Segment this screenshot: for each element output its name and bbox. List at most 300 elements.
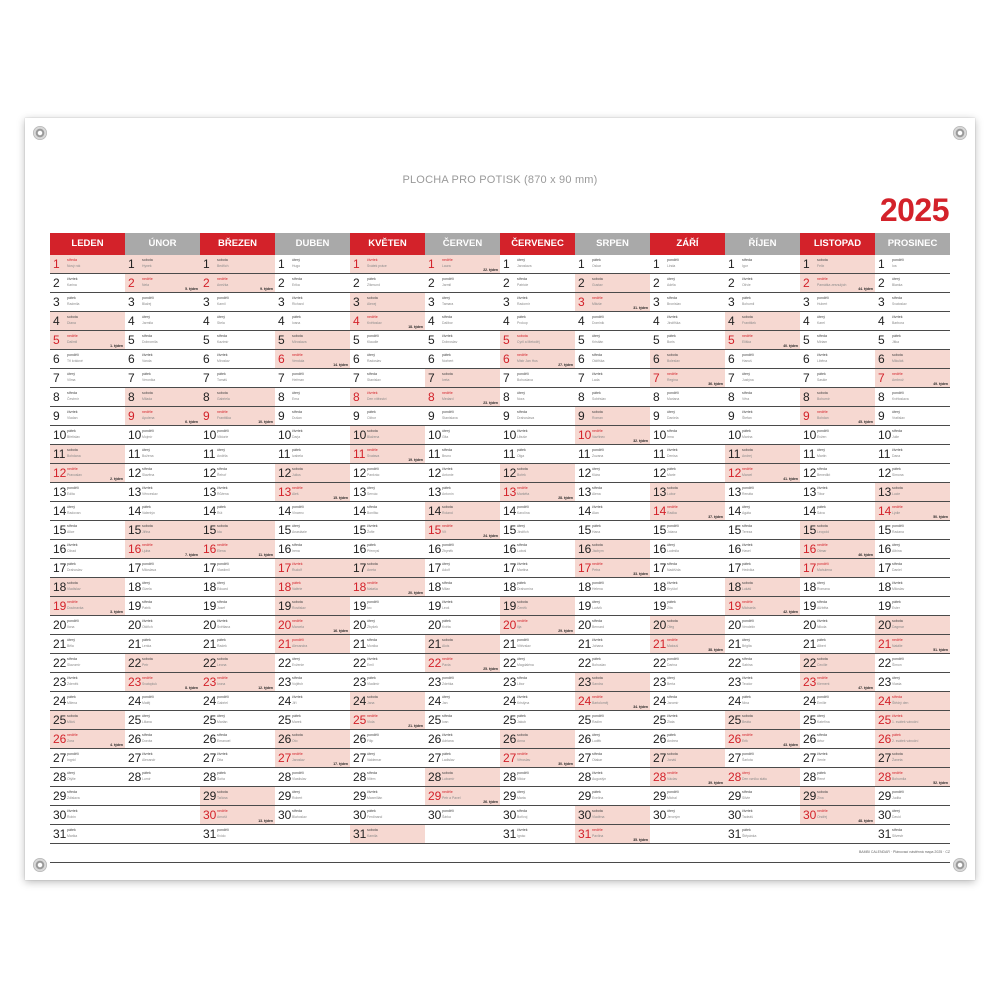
weekday-label: pátek (742, 429, 751, 433)
weekday-label: sobota (667, 353, 678, 357)
day-cell (875, 616, 950, 634)
day-number: 21 (503, 637, 517, 651)
weekday-label: sobota (592, 410, 603, 414)
day-cell (125, 483, 200, 501)
day-cell (50, 407, 125, 425)
day-number: 4 (803, 314, 810, 328)
name-day-label: Slavěna (142, 473, 155, 477)
day-number: 25 (353, 713, 367, 727)
weekday-label: neděle (892, 771, 903, 775)
weekday-label: pátek (742, 562, 751, 566)
name-day-label: Radek (217, 644, 227, 648)
day-number: 6 (803, 352, 810, 366)
name-day-label: Dušan (292, 416, 302, 420)
name-day-label: Gabriela (217, 397, 230, 401)
month-header: KVĚTEN (350, 233, 425, 255)
name-day-label: Zikmund (367, 283, 381, 287)
name-day-label: Jaroslava (517, 264, 532, 268)
week-number: 23. týden (483, 401, 498, 405)
weekday-label: čtvrtek (217, 752, 228, 756)
name-day-label: Dominik (592, 321, 605, 325)
day-cell (875, 445, 950, 463)
name-day-label: Lýdie (892, 511, 901, 515)
day-cell (50, 464, 125, 482)
day-cell (425, 407, 500, 425)
day-number: 8 (653, 390, 660, 404)
year-title: 2025 (879, 192, 949, 228)
day-number: 22 (803, 656, 817, 670)
weekday-label: sobota (142, 258, 153, 262)
day-cell (350, 692, 425, 710)
weekday-label: pondělí (442, 410, 454, 414)
day-cell (50, 540, 125, 558)
weekday-label: neděle (367, 714, 378, 718)
name-day-label: Karina (67, 283, 77, 287)
day-cell (650, 730, 725, 748)
weekday-label: pondělí (142, 296, 154, 300)
weekday-label: čtvrtek (667, 315, 678, 319)
day-cell (875, 426, 950, 444)
name-day-label: Cyril a Metoděj (517, 340, 540, 344)
name-day-label: Mikuláš (892, 359, 904, 363)
day-cell (275, 521, 350, 539)
week-number: 21. týden (408, 724, 423, 728)
day-number: 17 (128, 561, 142, 575)
day-cell (50, 483, 125, 501)
name-day-label: Norbert (442, 359, 454, 363)
week-number: 32. týden (633, 439, 648, 443)
day-cell (650, 635, 725, 653)
day-number: 27 (728, 751, 742, 765)
weekday-label: středa (592, 619, 602, 623)
name-day-label: Olga (517, 454, 525, 458)
weekday-label: neděle (442, 790, 453, 794)
month-header: LEDEN (50, 233, 125, 255)
day-cell (275, 445, 350, 463)
day-number: 4 (878, 314, 885, 328)
weekday-label: neděle (667, 505, 678, 509)
weekday-label: neděle (217, 543, 228, 547)
weekday-label: pondělí (217, 828, 229, 832)
day-number: 9 (53, 409, 60, 423)
weekday-label: středa (742, 524, 752, 528)
day-number: 5 (53, 333, 60, 347)
name-day-label: Servác (367, 492, 378, 496)
day-cell (50, 635, 125, 653)
weekday-label: pátek (292, 581, 301, 585)
day-number: 13 (428, 485, 442, 499)
day-number: 10 (878, 428, 892, 442)
day-number: 13 (353, 485, 367, 499)
day-cell (800, 521, 875, 539)
day-number: 15 (53, 523, 67, 537)
day-cell (125, 255, 200, 273)
name-day-label: Dana (892, 454, 901, 458)
day-number: 26 (878, 732, 892, 746)
weekday-label: sobota (592, 809, 603, 813)
weekday-label: pátek (67, 695, 76, 699)
day-cell (800, 407, 875, 425)
weekday-label: sobota (892, 353, 903, 357)
day-cell (125, 616, 200, 634)
name-day-label: Milan (442, 587, 451, 591)
weekday-label: neděle (442, 391, 453, 395)
day-number: 9 (128, 409, 135, 423)
name-day-label: Diana (67, 321, 76, 325)
day-number: 16 (428, 542, 442, 556)
day-cell (50, 426, 125, 444)
day-cell (275, 749, 350, 767)
weekday-label: neděle (742, 334, 753, 338)
day-number: 12 (803, 466, 817, 480)
weekday-label: neděle (142, 410, 153, 414)
day-number: 20 (353, 618, 367, 632)
weekday-label: čtvrtek (67, 410, 78, 414)
weekday-label: pondělí (892, 391, 904, 395)
day-number: 29 (878, 789, 892, 803)
day-number: 4 (128, 314, 135, 328)
day-number: 19 (578, 599, 592, 613)
weekday-label: středa (892, 296, 902, 300)
name-day-label: Denisa (667, 454, 678, 458)
weekday-label: čtvrtek (142, 353, 153, 357)
day-number: 21 (203, 637, 217, 651)
weekday-label: čtvrtek (667, 448, 678, 452)
day-cell (350, 369, 425, 387)
weekday-label: pondělí (67, 619, 79, 623)
name-day-label: Saskie (817, 378, 828, 382)
day-cell (200, 692, 275, 710)
day-cell (875, 540, 950, 558)
weekday-label: čtvrtek (892, 448, 903, 452)
day-number: 24 (728, 694, 742, 708)
day-number: 17 (203, 561, 217, 575)
day-number: 21 (728, 637, 742, 651)
month-header: ŘÍJEN (725, 233, 800, 255)
name-day-label: Adéla (667, 283, 676, 287)
row-divider (50, 862, 950, 863)
name-day-label: Miroslav (217, 359, 230, 363)
name-day-label: Roland (442, 511, 453, 515)
day-number: 28 (128, 770, 142, 784)
day-cell (425, 806, 500, 824)
name-day-label: Radovan (67, 511, 81, 515)
name-day-label: Antonie (442, 473, 454, 477)
weekday-label: pondělí (217, 695, 229, 699)
weekday-label: neděle (442, 524, 453, 528)
day-number: 15 (653, 523, 667, 537)
day-number: 20 (203, 618, 217, 632)
day-number: 7 (878, 371, 885, 385)
name-day-label: Valentýn (142, 511, 155, 515)
day-cell (500, 274, 575, 292)
day-number: 4 (428, 314, 435, 328)
day-cell (725, 787, 800, 805)
name-day-label: Jáchym (592, 549, 604, 553)
weekday-label: sobota (442, 771, 453, 775)
weekday-label: sobota (892, 619, 903, 623)
weekday-label: čtvrtek (742, 676, 753, 680)
weekday-label: úterý (892, 277, 900, 281)
name-day-label: Vincenc (292, 511, 305, 515)
weekday-label: čtvrtek (67, 277, 78, 281)
name-day-label: Regína (667, 378, 678, 382)
weekday-label: sobota (442, 638, 453, 642)
name-day-label: Marika (67, 834, 78, 838)
day-cell (800, 578, 875, 596)
name-day-label: Vladimír (367, 682, 380, 686)
day-cell (125, 369, 200, 387)
weekday-label: středa (517, 543, 527, 547)
weekday-label: pátek (667, 733, 676, 737)
name-day-label: Judita (892, 796, 902, 800)
week-number: 42. týden (783, 610, 798, 614)
name-day-label: Slavomír (67, 663, 81, 667)
weekday-label: středa (442, 448, 452, 452)
day-cell (125, 578, 200, 596)
day-cell (725, 654, 800, 672)
day-cell (875, 331, 950, 349)
weekday-label: čtvrtek (67, 676, 78, 680)
day-number: 13 (878, 485, 892, 499)
day-number: 24 (878, 694, 892, 708)
day-number: 22 (278, 656, 292, 670)
day-number: 30 (578, 808, 592, 822)
weekday-label: středa (517, 410, 527, 414)
day-number: 23 (503, 675, 517, 689)
day-cell (725, 616, 800, 634)
day-number: 16 (653, 542, 667, 556)
name-day-label: Erika (292, 283, 300, 287)
name-day-label: Radmila (67, 302, 80, 306)
weekday-label: čtvrtek (592, 505, 603, 509)
weekday-label: úterý (817, 315, 825, 319)
day-number: 8 (353, 390, 360, 404)
day-cell (650, 616, 725, 634)
weekday-label: pondělí (517, 505, 529, 509)
day-cell (875, 521, 950, 539)
name-day-label: Miroslava (292, 340, 307, 344)
day-number: 28 (653, 770, 667, 784)
day-number: 23 (353, 675, 367, 689)
weekday-label: středa (142, 600, 152, 604)
day-cell (425, 730, 500, 748)
weekday-label: úterý (517, 391, 525, 395)
day-cell (275, 692, 350, 710)
weekday-label: sobota (217, 657, 228, 661)
day-cell (500, 806, 575, 824)
day-cell (50, 293, 125, 311)
weekday-label: pondělí (367, 733, 379, 737)
day-number: 2 (878, 276, 885, 290)
day-number: 5 (878, 333, 885, 347)
day-number: 21 (353, 637, 367, 651)
day-number: 19 (803, 599, 817, 613)
day-cell (875, 312, 950, 330)
name-day-label: Oldřich (142, 625, 153, 629)
day-number: 26 (428, 732, 442, 746)
name-day-label: Zuzana (592, 454, 604, 458)
day-number: 20 (578, 618, 592, 632)
name-day-label: Soběslav (592, 397, 606, 401)
day-number: 22 (353, 656, 367, 670)
day-cell (575, 293, 650, 311)
day-cell (650, 654, 725, 672)
weekday-label: úterý (742, 771, 750, 775)
day-cell (200, 673, 275, 691)
day-cell (875, 711, 950, 729)
day-number: 26 (278, 732, 292, 746)
day-cell (575, 825, 650, 843)
week-number: 44. týden (858, 287, 873, 291)
day-number: 4 (728, 314, 735, 328)
day-cell (425, 597, 500, 615)
day-number: 29 (803, 789, 817, 803)
day-number: 11 (728, 447, 741, 461)
day-cell (575, 331, 650, 349)
weekday-label: neděle (667, 372, 678, 376)
weekday-label: pátek (442, 353, 451, 357)
name-day-label: Pravoslav (67, 473, 82, 477)
name-day-label: Lubomír (442, 777, 455, 781)
name-day-label: Vojtěch (292, 682, 304, 686)
name-day-label: Daniela (667, 416, 679, 420)
day-cell (425, 255, 500, 273)
day-cell (350, 711, 425, 729)
name-day-label: Prokop (517, 321, 528, 325)
day-number: 22 (428, 656, 442, 670)
weekday-label: středa (142, 334, 152, 338)
day-cell (500, 255, 575, 273)
day-number: 27 (428, 751, 442, 765)
day-number: 28 (503, 770, 517, 784)
name-day-label: Artur (817, 739, 825, 743)
day-cell (725, 597, 800, 615)
day-number: 11 (278, 447, 291, 461)
name-day-label: Izabela (292, 454, 303, 458)
day-number: 27 (353, 751, 367, 765)
name-day-label: Jindřich (517, 530, 529, 534)
name-day-label: Radana (892, 530, 904, 534)
weekday-label: pondělí (442, 809, 454, 813)
day-number: 25 (728, 713, 742, 727)
weekday-label: čtvrtek (517, 562, 528, 566)
weekday-label: úterý (892, 676, 900, 680)
day-cell (650, 464, 725, 482)
name-day-label: Barbora (892, 321, 905, 325)
weekday-label: pondělí (817, 562, 829, 566)
name-day-label: Aleš (292, 492, 299, 496)
name-day-label: Klára (592, 473, 600, 477)
day-number: 9 (578, 409, 585, 423)
weekday-label: pátek (742, 695, 751, 699)
day-number: 24 (353, 694, 367, 708)
weekday-label: pondělí (67, 486, 79, 490)
day-number: 27 (503, 751, 517, 765)
day-cell (875, 578, 950, 596)
weekday-label: čtvrtek (742, 410, 753, 414)
day-number: 8 (803, 390, 810, 404)
name-day-label: Albert (817, 644, 826, 648)
name-day-label: Bohdan (817, 416, 829, 420)
name-day-label: Valdemar (367, 758, 382, 762)
day-cell (350, 483, 425, 501)
week-number: 51. týden (933, 648, 948, 652)
name-day-label: Kristýna (517, 701, 530, 705)
day-number: 20 (128, 618, 142, 632)
day-number: 27 (578, 751, 592, 765)
month-header: LISTOPAD (800, 233, 875, 255)
name-day-label: Čeněk (517, 606, 527, 610)
day-cell (125, 293, 200, 311)
day-cell (800, 369, 875, 387)
name-day-label: Nataša (367, 587, 378, 591)
weekday-label: pondělí (817, 695, 829, 699)
day-cell (800, 540, 875, 558)
day-cell (500, 407, 575, 425)
weekday-label: sobota (892, 752, 903, 756)
weekday-label: pondělí (367, 600, 379, 604)
day-cell (500, 787, 575, 805)
day-number: 24 (53, 694, 67, 708)
weekday-label: pondělí (442, 676, 454, 680)
day-number: 20 (278, 618, 292, 632)
name-day-label: Gustav (592, 283, 603, 287)
day-number: 6 (578, 352, 585, 366)
day-number: 22 (128, 656, 142, 670)
day-cell (650, 749, 725, 767)
day-number: 15 (728, 523, 742, 537)
day-cell (725, 350, 800, 368)
week-number: 26. týden (483, 800, 498, 804)
day-cell (575, 692, 650, 710)
name-day-label: Linda (667, 264, 676, 268)
weekday-label: úterý (742, 638, 750, 642)
weekday-label: sobota (667, 752, 678, 756)
name-day-label: Markéta (517, 492, 530, 496)
name-day-label: Eliška (742, 340, 752, 344)
day-cell (425, 635, 500, 653)
name-day-label: Boleslav (667, 359, 680, 363)
day-number: 5 (428, 333, 435, 347)
day-number: 1 (728, 257, 735, 271)
week-number: 29. týden (558, 629, 573, 633)
day-number: 28 (278, 770, 292, 784)
name-day-label: Silvestr (892, 834, 904, 838)
day-number: 2 (653, 276, 660, 290)
name-day-label: Sandra (592, 682, 603, 686)
day-cell (50, 350, 125, 368)
name-day-label: Vladislav (67, 587, 81, 591)
day-number: 23 (53, 675, 67, 689)
weekday-label: sobota (217, 790, 228, 794)
day-cell (425, 274, 500, 292)
name-day-label: Bedřich (217, 264, 229, 268)
name-day-label: Rút (217, 511, 223, 515)
name-day-label: Dorota (142, 739, 153, 743)
name-day-label: Magdaléna (517, 663, 534, 667)
day-cell (350, 293, 425, 311)
weekday-label: středa (67, 391, 77, 395)
day-number: 22 (203, 656, 217, 670)
day-number: 2 (53, 276, 60, 290)
weekday-label: neděle (517, 486, 528, 490)
name-day-label: Dobroslav (442, 340, 458, 344)
day-cell (650, 483, 725, 501)
day-cell (650, 521, 725, 539)
day-number: 16 (878, 542, 892, 556)
day-cell (875, 502, 950, 520)
